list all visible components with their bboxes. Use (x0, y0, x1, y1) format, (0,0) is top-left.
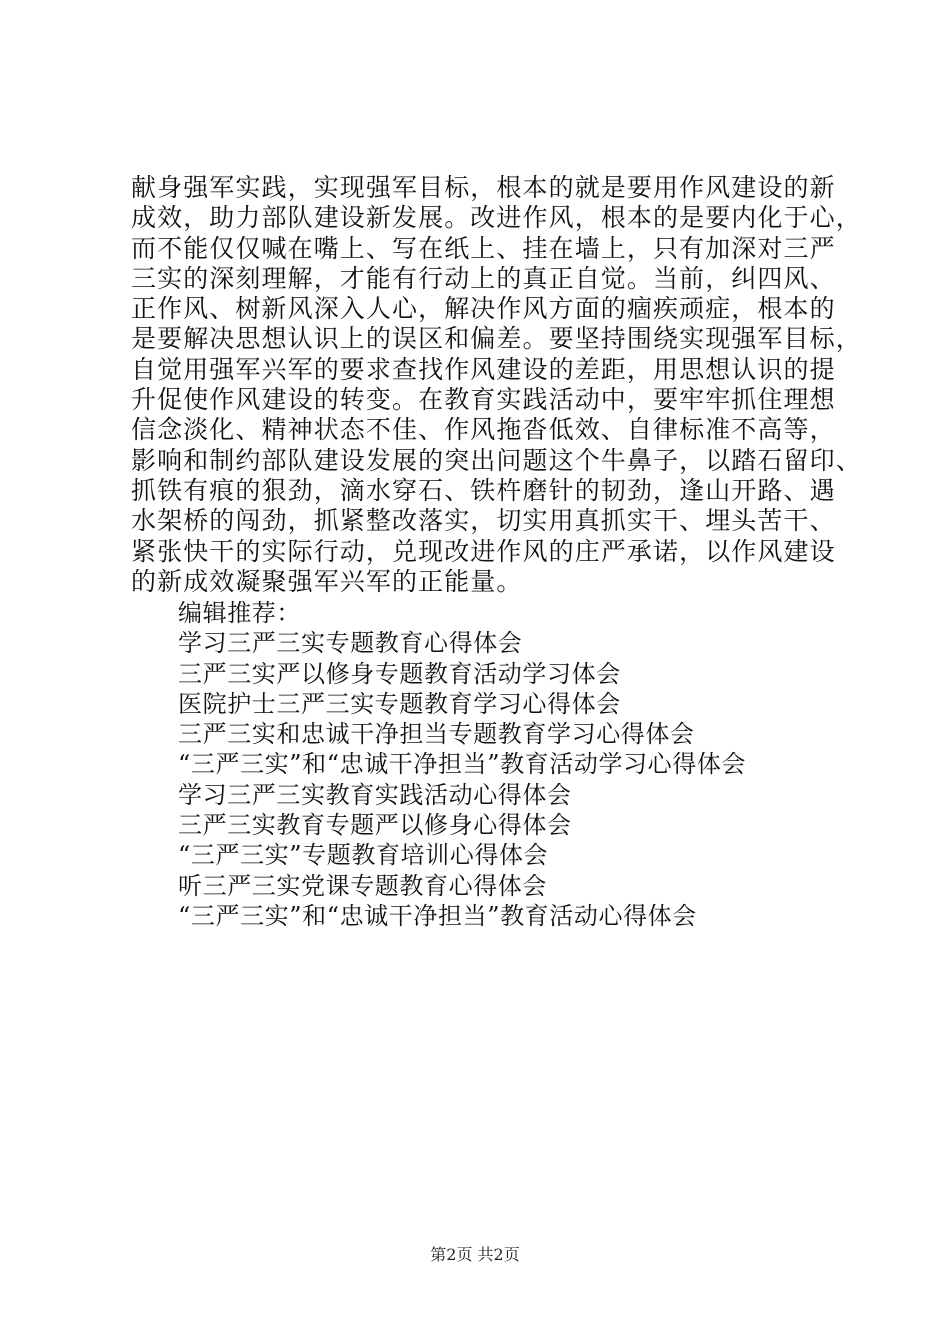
paragraph-line: 水架桥的闯劲，抓紧整改落实，切实用真抓实干、埋头苦干、 (131, 506, 836, 536)
paragraph-line: 影响和制约部队建设发展的突出问题这个牛鼻子，以踏石留印、 (131, 445, 862, 475)
recommendation-link[interactable]: 医院护士三严三实专题教育学习心得体会 (178, 689, 621, 718)
paragraph-line: 自觉用强军兴军的要求查找作风建设的差距，用思想认识的提 (131, 354, 836, 384)
page-number: 第2页 共2页 (430, 1245, 520, 1264)
article-paragraph (131, 173, 862, 597)
paragraph-line: 紧张快干的实际行动，兑现改进作风的庄严承诺，以作风建设 (131, 536, 836, 566)
paragraph-line: 信念淡化、精神状态不佳、作风拖沓低效、自律标准不高等， (131, 415, 836, 445)
editor-recommendations (178, 598, 868, 931)
recommendation-link[interactable]: 三严三实和忠诚干净担当专题教育学习心得体会 (178, 720, 695, 749)
paragraph-line: 的新成效凝聚强军兴军的正能量。 (131, 566, 523, 596)
paragraph-line: 三实的深刻理解，才能有行动上的真正自觉。当前，纠四风、 (131, 263, 836, 293)
recommendation-link[interactable]: “三严三实”和“忠诚干净担当”教育活动学习心得体会 (178, 750, 747, 779)
paragraph-line: 而不能仅仅喊在嘴上、写在纸上、挂在墙上，只有加深对三严 (131, 233, 836, 263)
recommendation-link[interactable]: 学习三严三实教育实践活动心得体会 (178, 780, 572, 809)
recommendations-heading: 编辑推荐： (178, 599, 301, 627)
recommendation-link[interactable]: 学习三严三实专题教育心得体会 (178, 629, 523, 658)
paragraph-line: 是要解决思想认识上的误区和偏差。要坚持围绕实现强军目标， (131, 324, 862, 354)
paragraph-line: 成效，助力部队建设新发展。改进作风，根本的是要内化于心， (131, 203, 862, 233)
recommendation-link[interactable]: 三严三实严以修身专题教育活动学习体会 (178, 659, 621, 688)
paragraph-line: 献身强军实践，实现强军目标，根本的就是要用作风建设的新 (131, 173, 836, 202)
recommendation-link[interactable]: “三严三实”专题教育培训心得体会 (178, 841, 549, 870)
recommendation-link[interactable]: 三严三实教育专题严以修身心得体会 (178, 811, 572, 840)
recommendation-link[interactable]: 听三严三实党课专题教育心得体会 (178, 871, 547, 900)
paragraph-line: 正作风、树新风深入人心，解决作风方面的痼疾顽症，根本的 (131, 294, 836, 324)
paragraph-line: 抓铁有痕的狠劲，滴水穿石、铁杵磨针的韧劲，逢山开路、遇 (131, 475, 836, 505)
recommendation-link[interactable]: “三严三实”和“忠诚干净担当”教育活动心得体会 (178, 901, 697, 930)
paragraph-line: 升促使作风建设的转变。在教育实践活动中，要牢牢抓住理想 (131, 385, 836, 415)
